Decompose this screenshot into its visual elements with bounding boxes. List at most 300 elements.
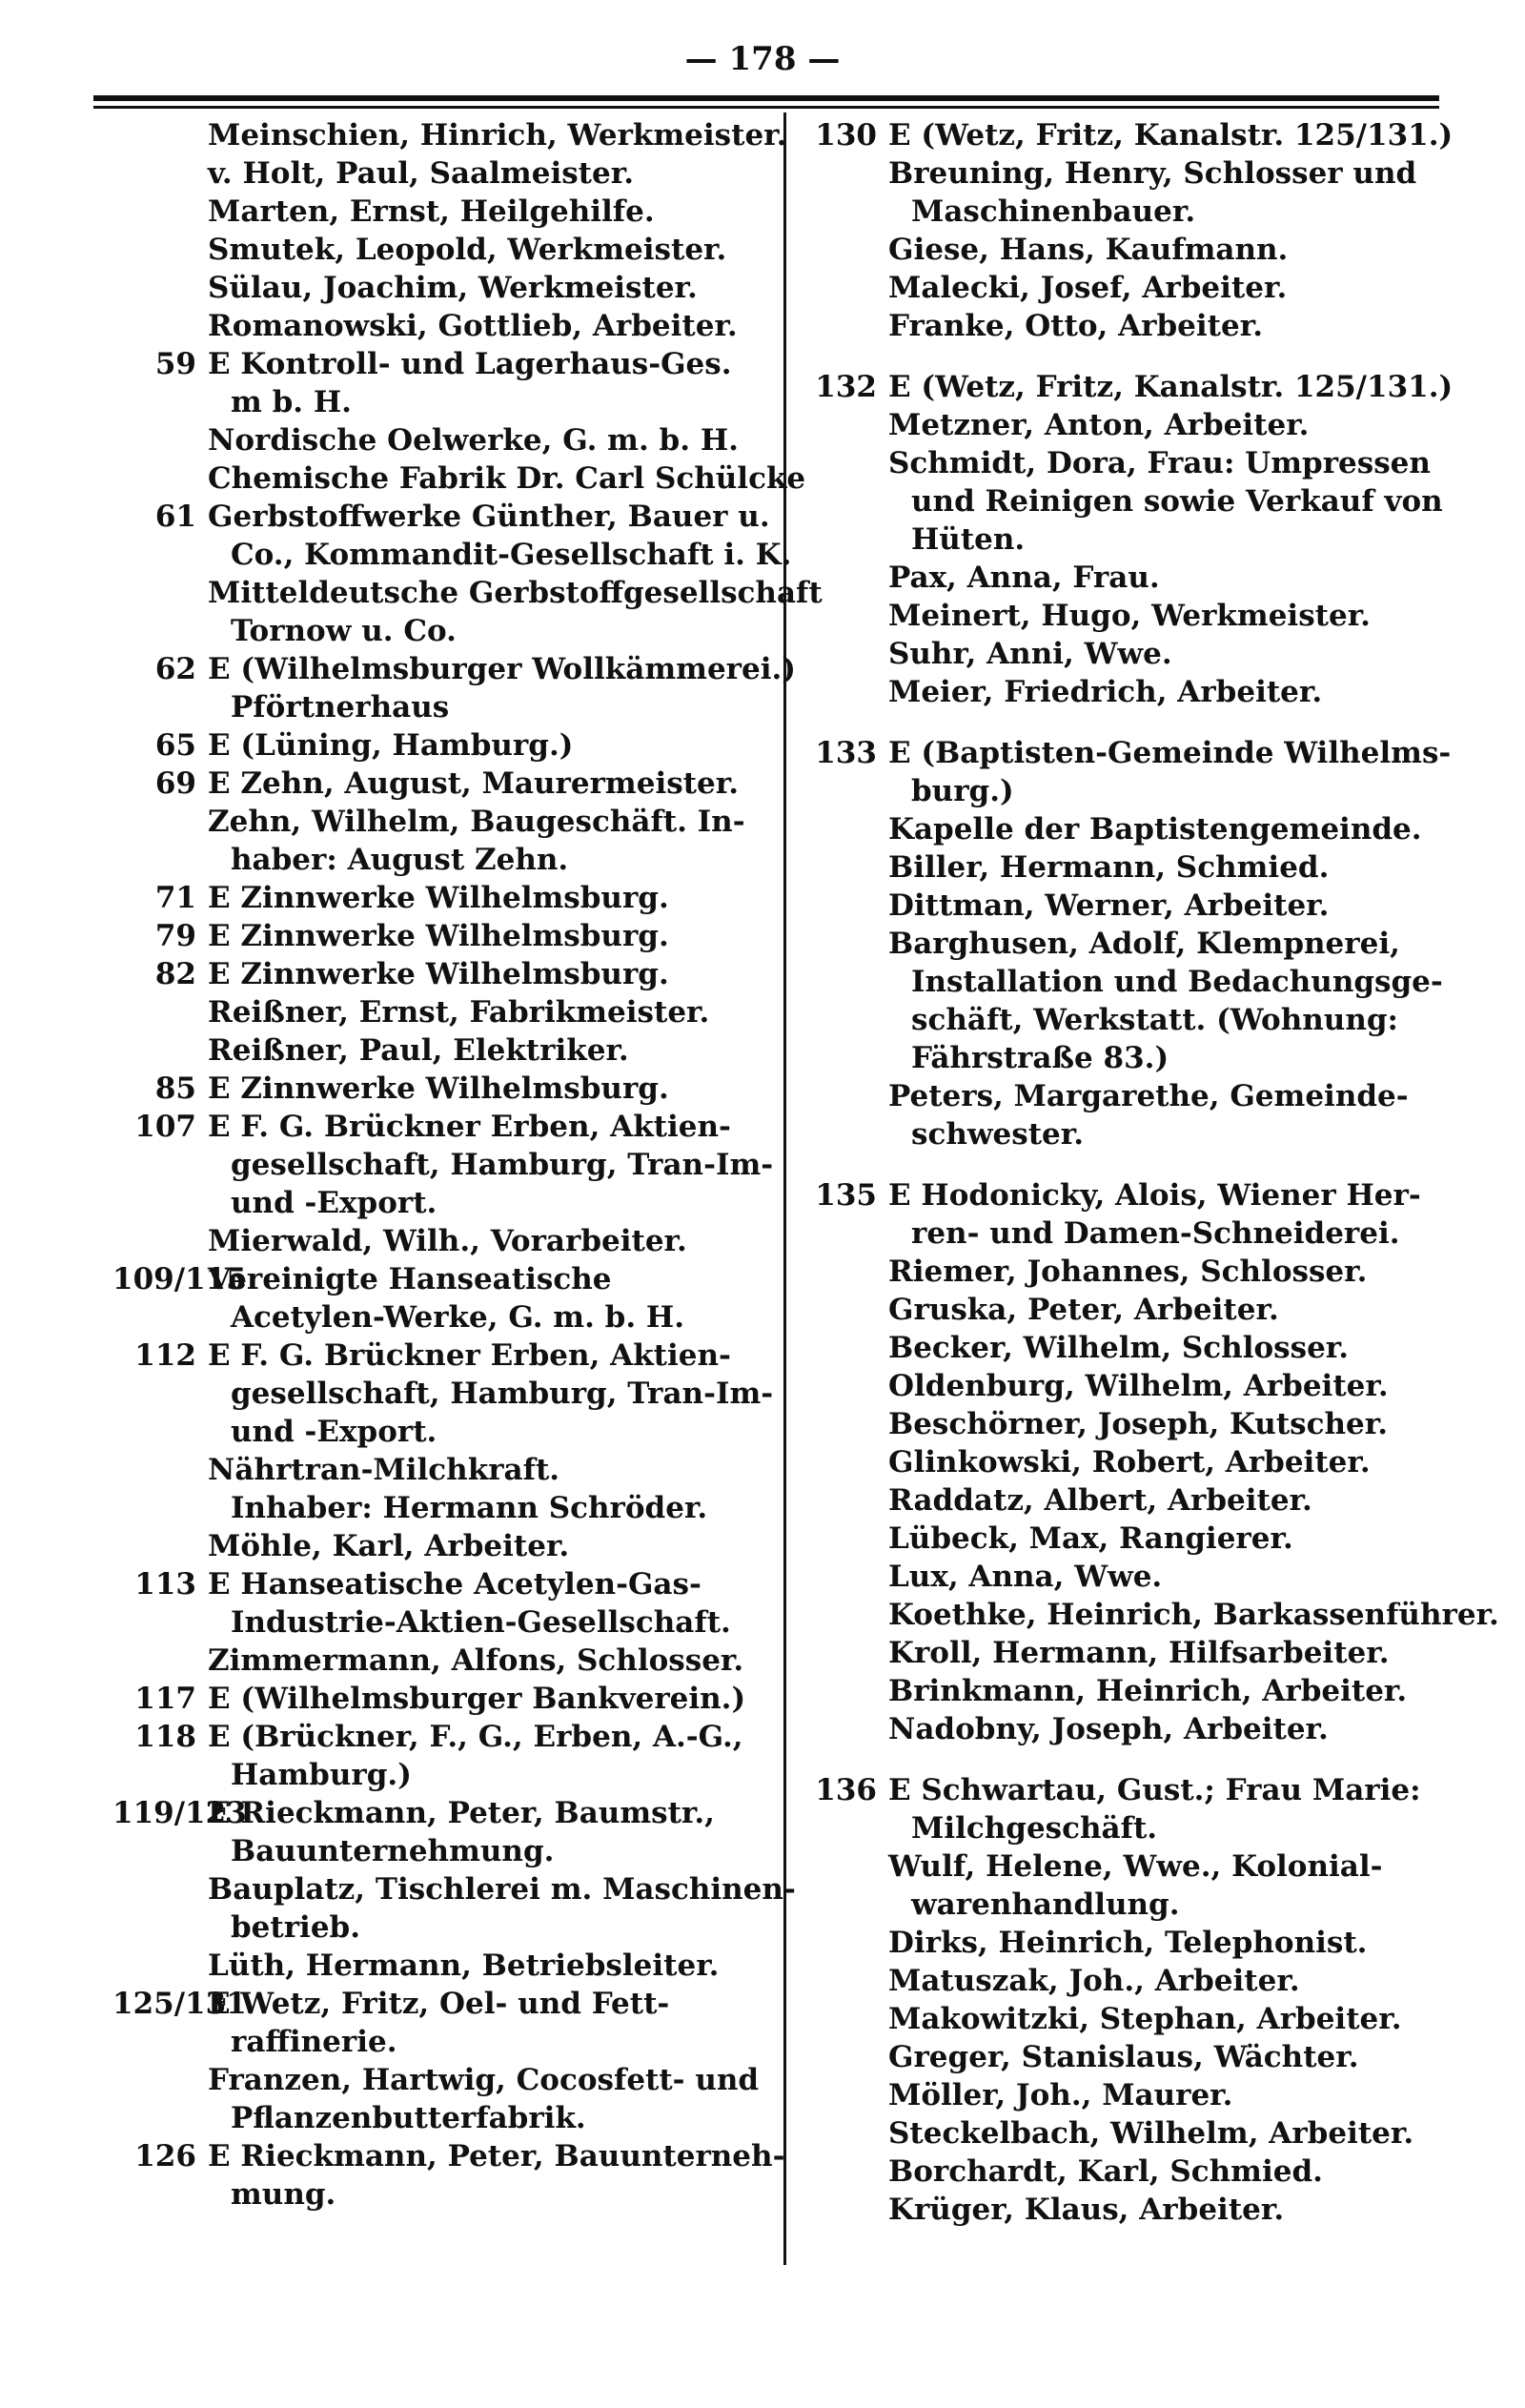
entry-text: E (Lüning, Hamburg.) bbox=[208, 728, 574, 763]
directory-entry bbox=[793, 734, 1498, 772]
directory-entry bbox=[112, 1527, 818, 1565]
directory-entry bbox=[793, 597, 1498, 635]
house-number bbox=[793, 307, 888, 345]
entry-text: E (Wilhelmsburger Wollkämmerei.) bbox=[208, 652, 796, 686]
directory-entry bbox=[112, 1222, 818, 1260]
entry-text: Industrie-Aktien-Gesellschaft. bbox=[231, 1605, 731, 1640]
directory-entry bbox=[112, 383, 818, 421]
entry-text: Oldenburg, Wilhelm, Arbeiter. bbox=[888, 1369, 1389, 1403]
house-number bbox=[793, 1115, 888, 1153]
directory-entry bbox=[112, 2099, 818, 2137]
house-number bbox=[112, 1184, 208, 1222]
house-number bbox=[793, 1520, 888, 1558]
entry-text: Lüth, Hermann, Betriebsleiter. bbox=[208, 1949, 720, 1983]
directory-entry bbox=[112, 2023, 818, 2061]
house-number bbox=[793, 772, 888, 810]
entry-text: Co., Kommandit-Gesellschaft i. K. bbox=[231, 538, 792, 572]
entry-text: Smutek, Leopold, Werkmeister. bbox=[208, 233, 727, 267]
house-number bbox=[112, 2023, 208, 2061]
entry-text: Dirks, Heinrich, Telephonist. bbox=[888, 1926, 1368, 1960]
house-number bbox=[793, 1962, 888, 2000]
entry-text: Greger, Stanislaus, Wächter. bbox=[888, 2040, 1359, 2074]
house-number: 136 bbox=[815, 1773, 877, 1807]
entry-text: ren- und Damen-Schneiderei. bbox=[911, 1216, 1400, 1251]
entry-text: E (Wetz, Fritz, Kanalstr. 125/131.) bbox=[888, 370, 1454, 404]
directory-entry bbox=[112, 1985, 818, 2023]
house-number bbox=[112, 803, 208, 841]
entry-text: Suhr, Anni, Wwe. bbox=[888, 637, 1172, 671]
directory-entry bbox=[793, 2153, 1498, 2191]
entry-text: mung. bbox=[231, 2177, 336, 2212]
directory-entry bbox=[112, 650, 818, 688]
house-number bbox=[793, 925, 888, 963]
directory-entry bbox=[793, 2191, 1498, 2229]
house-number: 109/115 bbox=[112, 1262, 247, 1296]
directory-entry bbox=[112, 879, 818, 917]
directory-entry bbox=[112, 803, 818, 841]
entry-text: Tornow u. Co. bbox=[231, 614, 457, 648]
directory-entry bbox=[793, 269, 1498, 307]
directory-entry bbox=[793, 307, 1498, 345]
directory-entry bbox=[112, 1184, 818, 1222]
directory-entry bbox=[112, 1337, 818, 1375]
entry-text: Steckelbach, Wilhelm, Arbeiter. bbox=[888, 2116, 1414, 2151]
directory-entry bbox=[112, 1146, 818, 1184]
entry-text: Vereinigte Hanseatische bbox=[208, 1262, 612, 1296]
house-number bbox=[793, 1367, 888, 1405]
entry-text: Krüger, Klaus, Arbeiter. bbox=[888, 2193, 1285, 2227]
directory-entry bbox=[112, 116, 818, 154]
directory-entry bbox=[793, 810, 1498, 848]
entry-text: m b. H. bbox=[231, 385, 352, 419]
entry-text: gesellschaft, Hamburg, Tran-Im- bbox=[231, 1377, 774, 1411]
entry-text: Beschörner, Joseph, Kutscher. bbox=[888, 1407, 1389, 1441]
directory-entry bbox=[112, 231, 818, 269]
house-number bbox=[793, 1329, 888, 1367]
house-number bbox=[793, 1558, 888, 1596]
entry-text: Becker, Wilhelm, Schlosser. bbox=[888, 1331, 1350, 1365]
entry-text: Bauplatz, Tischlerei m. Maschinen- bbox=[208, 1872, 796, 1907]
house-number bbox=[112, 574, 208, 612]
entry-text: Metzner, Anton, Arbeiter. bbox=[888, 408, 1310, 442]
entry-text: E Zinnwerke Wilhelmsburg. bbox=[208, 1071, 669, 1106]
entry-text: Wulf, Helene, Wwe., Kolonial- bbox=[888, 1849, 1383, 1884]
house-number bbox=[793, 1481, 888, 1520]
directory-entry bbox=[793, 116, 1498, 154]
house-number bbox=[112, 1603, 208, 1642]
house-number bbox=[793, 1809, 888, 1847]
house-number: 107 bbox=[134, 1110, 196, 1144]
directory-entry bbox=[112, 154, 818, 193]
house-number bbox=[793, 1596, 888, 1634]
house-number: 113 bbox=[134, 1567, 196, 1602]
directory-entry bbox=[112, 1947, 818, 1985]
entry-text: Pax, Anna, Frau. bbox=[888, 561, 1160, 595]
directory-entry bbox=[793, 925, 1498, 963]
house-number bbox=[112, 1756, 208, 1794]
entry-text: Möhle, Karl, Arbeiter. bbox=[208, 1529, 570, 1563]
house-number bbox=[793, 963, 888, 1001]
house-number bbox=[793, 597, 888, 635]
house-number bbox=[112, 841, 208, 879]
directory-entry bbox=[112, 269, 818, 307]
entry-text: Schmidt, Dora, Frau: Umpressen bbox=[888, 446, 1431, 480]
entry-text: E Zinnwerke Wilhelmsburg. bbox=[208, 881, 669, 915]
directory-entry bbox=[112, 841, 818, 879]
directory-entry bbox=[112, 1565, 818, 1603]
house-number: 126 bbox=[134, 2139, 196, 2173]
entry-text: E (Baptisten-Gemeinde Wilhelms- bbox=[888, 736, 1452, 770]
directory-entry bbox=[112, 993, 818, 1031]
house-number bbox=[793, 2114, 888, 2153]
house-number bbox=[112, 383, 208, 421]
directory-entry bbox=[793, 559, 1498, 597]
entry-text: E Kontroll- und Lagerhaus-Ges. bbox=[208, 347, 732, 381]
house-number: 125/131 bbox=[112, 1987, 247, 2021]
directory-entry bbox=[793, 772, 1498, 810]
directory-entry bbox=[112, 1718, 818, 1756]
directory-entry bbox=[112, 1260, 818, 1298]
house-number bbox=[793, 1405, 888, 1443]
house-number: 79 bbox=[154, 919, 196, 953]
house-number bbox=[793, 1291, 888, 1329]
directory-entry bbox=[793, 1253, 1498, 1291]
directory-entry bbox=[793, 1115, 1498, 1153]
house-number bbox=[793, 1443, 888, 1481]
entry-text: schäft, Werkstatt. (Wohnung: bbox=[911, 1003, 1399, 1037]
directory-entry bbox=[793, 848, 1498, 887]
entry-text: E Zehn, August, Maurermeister. bbox=[208, 766, 740, 801]
house-number bbox=[793, 2076, 888, 2114]
entry-text: Makowitzki, Stephan, Arbeiter. bbox=[888, 2002, 1402, 2036]
entry-text: Matuszak, Joh., Arbeiter. bbox=[888, 1964, 1300, 1998]
entry-text: haber: August Zehn. bbox=[231, 843, 569, 877]
house-number bbox=[793, 406, 888, 444]
right-column bbox=[793, 116, 1498, 2229]
directory-entry bbox=[112, 1451, 818, 1489]
house-number bbox=[793, 559, 888, 597]
directory-entry bbox=[112, 345, 818, 383]
entry-text: Möller, Joh., Maurer. bbox=[888, 2078, 1233, 2112]
directory-entry bbox=[793, 1672, 1498, 1710]
directory-entry bbox=[793, 963, 1498, 1001]
entry-text: raffinerie. bbox=[231, 2025, 397, 2059]
directory-entry bbox=[793, 1176, 1498, 1214]
house-number bbox=[112, 1947, 208, 1985]
entry-text: Pförtnerhaus bbox=[231, 690, 450, 724]
directory-entry bbox=[112, 459, 818, 498]
entry-text: Brinkmann, Heinrich, Arbeiter. bbox=[888, 1674, 1408, 1708]
directory-entry bbox=[793, 1481, 1498, 1520]
house-number bbox=[112, 2175, 208, 2214]
entry-text: Nährtran-Milchkraft. bbox=[208, 1453, 560, 1487]
house-number: 135 bbox=[815, 1178, 877, 1213]
directory-entry bbox=[793, 1809, 1498, 1847]
house-number bbox=[112, 459, 208, 498]
house-number bbox=[112, 193, 208, 231]
house-number bbox=[112, 1642, 208, 1680]
directory-entry bbox=[112, 1489, 818, 1527]
directory-entry bbox=[112, 1832, 818, 1870]
entry-text: Meinschien, Hinrich, Werkmeister. bbox=[208, 118, 787, 153]
entry-text: Giese, Hans, Kaufmann. bbox=[888, 233, 1289, 267]
entry-text: Hüten. bbox=[911, 522, 1026, 557]
house-number bbox=[112, 1832, 208, 1870]
house-number bbox=[112, 993, 208, 1031]
entry-text: Bauunternehmung. bbox=[231, 1834, 555, 1868]
directory-entry bbox=[793, 368, 1498, 406]
entry-text: Reißner, Ernst, Fabrikmeister. bbox=[208, 995, 710, 1030]
house-number bbox=[793, 810, 888, 848]
directory-entry bbox=[112, 1031, 818, 1070]
house-number bbox=[112, 1870, 208, 1908]
entry-text: Koethke, Heinrich, Barkassenführer. bbox=[888, 1598, 1499, 1632]
directory-entry bbox=[793, 1520, 1498, 1558]
house-number bbox=[112, 1451, 208, 1489]
entry-text: Kroll, Hermann, Hilfsarbeiter. bbox=[888, 1636, 1390, 1670]
entry-text: E (Brückner, F., G., Erben, A.-G., bbox=[208, 1720, 743, 1754]
directory-entry bbox=[793, 1077, 1498, 1115]
entry-text: E Zinnwerke Wilhelmsburg. bbox=[208, 957, 669, 991]
house-number bbox=[112, 1413, 208, 1451]
header-rule-thick bbox=[93, 95, 1439, 101]
entry-text: Fährstraße 83.) bbox=[911, 1041, 1169, 1075]
directory-entry bbox=[112, 1298, 818, 1337]
directory-entry bbox=[112, 421, 818, 459]
entry-text: Dittman, Werner, Arbeiter. bbox=[888, 888, 1330, 923]
directory-entry bbox=[793, 1710, 1498, 1748]
house-number bbox=[793, 2038, 888, 2076]
directory-entry bbox=[793, 1886, 1498, 1924]
house-number bbox=[793, 1847, 888, 1886]
house-number: 69 bbox=[154, 766, 196, 801]
entry-text: E Wetz, Fritz, Oel- und Fett- bbox=[208, 1987, 670, 2021]
house-number bbox=[793, 1924, 888, 1962]
house-number bbox=[112, 1222, 208, 1260]
directory-entry bbox=[793, 1962, 1498, 2000]
house-number bbox=[112, 269, 208, 307]
house-number bbox=[112, 688, 208, 726]
entry-text: Franke, Otto, Arbeiter. bbox=[888, 309, 1263, 343]
directory-entry bbox=[112, 1794, 818, 1832]
entry-text: und -Export. bbox=[231, 1186, 437, 1220]
entry-text: E F. G. Brückner Erben, Aktien- bbox=[208, 1338, 731, 1373]
entry-text: Zehn, Wilhelm, Baugeschäft. In- bbox=[208, 805, 745, 839]
entry-text: Lübeck, Max, Rangierer. bbox=[888, 1521, 1293, 1556]
house-number: 132 bbox=[815, 370, 877, 404]
house-number bbox=[112, 421, 208, 459]
house-number bbox=[793, 1253, 888, 1291]
directory-entry bbox=[112, 2137, 818, 2175]
directory-entry bbox=[112, 536, 818, 574]
house-number bbox=[112, 154, 208, 193]
directory-entry bbox=[112, 917, 818, 955]
house-number bbox=[793, 1039, 888, 1077]
house-number bbox=[112, 1489, 208, 1527]
house-number bbox=[112, 116, 208, 154]
directory-entry bbox=[793, 1847, 1498, 1886]
house-number bbox=[793, 2191, 888, 2229]
directory-entry bbox=[793, 2114, 1498, 2153]
entry-text: Meier, Friedrich, Arbeiter. bbox=[888, 675, 1323, 709]
directory-entry bbox=[112, 688, 818, 726]
entry-text: E F. G. Brückner Erben, Aktien- bbox=[208, 1110, 731, 1144]
directory-entry bbox=[112, 1070, 818, 1108]
entry-text: E Hanseatische Acetylen-Gas- bbox=[208, 1567, 702, 1602]
entry-text: burg.) bbox=[911, 774, 1014, 808]
directory-entry bbox=[793, 193, 1498, 231]
house-number bbox=[793, 444, 888, 482]
house-number: 82 bbox=[154, 957, 196, 991]
directory-entry bbox=[112, 1870, 818, 1908]
house-number bbox=[112, 1908, 208, 1947]
house-number bbox=[112, 231, 208, 269]
directory-entry bbox=[112, 193, 818, 231]
entry-text: Maschinenbauer. bbox=[911, 194, 1196, 229]
entry-text: Biller, Hermann, Schmied. bbox=[888, 850, 1330, 885]
entry-text: Gerbstoffwerke Günther, Bauer u. bbox=[208, 500, 770, 534]
entry-text: Borchardt, Karl, Schmied. bbox=[888, 2154, 1323, 2189]
entry-text: E Schwartau, Gust.; Frau Marie: bbox=[888, 1773, 1421, 1807]
house-number bbox=[793, 520, 888, 559]
directory-entry bbox=[112, 1108, 818, 1146]
directory-entry bbox=[793, 1634, 1498, 1672]
directory-entry bbox=[793, 1405, 1498, 1443]
house-number bbox=[112, 307, 208, 345]
entry-text: Sülau, Joachim, Werkmeister. bbox=[208, 271, 698, 305]
house-number: 133 bbox=[815, 736, 877, 770]
header-rule-thin bbox=[93, 106, 1439, 109]
entry-text: Peters, Margarethe, Gemeinde- bbox=[888, 1079, 1409, 1113]
entry-text: Meinert, Hugo, Werkmeister. bbox=[888, 599, 1371, 633]
house-number bbox=[793, 1077, 888, 1115]
directory-entry bbox=[112, 498, 818, 536]
directory-entry bbox=[793, 673, 1498, 711]
house-number bbox=[793, 1001, 888, 1039]
directory-entry bbox=[793, 2038, 1498, 2076]
house-number bbox=[793, 269, 888, 307]
entry-text: und Reinigen sowie Verkauf von bbox=[911, 484, 1443, 519]
house-number: 112 bbox=[134, 1338, 196, 1373]
house-number bbox=[793, 848, 888, 887]
entry-text: Milchgeschäft. bbox=[911, 1811, 1158, 1846]
entry-text: E Hodonicky, Alois, Wiener Her- bbox=[888, 1178, 1421, 1213]
directory-entry bbox=[793, 482, 1498, 520]
house-number bbox=[112, 1375, 208, 1413]
house-number: 118 bbox=[134, 1720, 196, 1754]
directory-entry bbox=[793, 1443, 1498, 1481]
directory-entry bbox=[112, 1680, 818, 1718]
house-number: 65 bbox=[154, 728, 196, 763]
entry-text: Nordische Oelwerke, G. m. b. H. bbox=[208, 423, 739, 458]
house-number bbox=[793, 1214, 888, 1253]
directory-entry bbox=[112, 612, 818, 650]
entry-text: Nadobny, Joseph, Arbeiter. bbox=[888, 1712, 1329, 1746]
house-number bbox=[112, 612, 208, 650]
directory-entry bbox=[112, 2061, 818, 2099]
directory-entry bbox=[793, 1596, 1498, 1634]
entry-text: Barghusen, Adolf, Klempnerei, bbox=[888, 927, 1400, 961]
house-number bbox=[112, 1298, 208, 1337]
directory-entry bbox=[793, 154, 1498, 193]
house-number: 85 bbox=[154, 1071, 196, 1106]
directory-entry bbox=[793, 2076, 1498, 2114]
house-number bbox=[793, 2000, 888, 2038]
directory-entry bbox=[793, 1214, 1498, 1253]
house-number bbox=[793, 1886, 888, 1924]
entry-text: betrieb. bbox=[231, 1910, 361, 1945]
entry-text: Pflanzenbutterfabrik. bbox=[231, 2101, 586, 2135]
entry-text: Riemer, Johannes, Schlosser. bbox=[888, 1255, 1368, 1289]
house-number bbox=[793, 1710, 888, 1748]
entry-text: Marten, Ernst, Heilgehilfe. bbox=[208, 194, 655, 229]
directory-entry bbox=[793, 1291, 1498, 1329]
page-number: — 178 — bbox=[684, 40, 841, 78]
directory-entry bbox=[793, 2000, 1498, 2038]
house-number bbox=[112, 2061, 208, 2099]
directory-entry bbox=[112, 765, 818, 803]
entry-text: Mierwald, Wilh., Vorarbeiter. bbox=[208, 1224, 687, 1258]
entry-text: Malecki, Josef, Arbeiter. bbox=[888, 271, 1288, 305]
directory-entry bbox=[112, 2175, 818, 2214]
entry-text: E Rieckmann, Peter, Baumstr., bbox=[208, 1796, 715, 1830]
house-number: 119/123 bbox=[112, 1796, 247, 1830]
entry-text: Inhaber: Hermann Schröder. bbox=[231, 1491, 708, 1525]
entry-text: Chemische Fabrik Dr. Carl Schülcke bbox=[208, 461, 806, 496]
directory-entry bbox=[112, 955, 818, 993]
directory-entry bbox=[112, 307, 818, 345]
entry-text: Kapelle der Baptistengemeinde. bbox=[888, 812, 1422, 847]
house-number bbox=[112, 1527, 208, 1565]
house-number: 61 bbox=[154, 500, 196, 534]
directory-entry bbox=[793, 635, 1498, 673]
house-number bbox=[112, 2099, 208, 2137]
entry-text: Raddatz, Albert, Arbeiter. bbox=[888, 1483, 1312, 1518]
entry-text: v. Holt, Paul, Saalmeister. bbox=[208, 156, 635, 191]
house-number bbox=[793, 1672, 888, 1710]
entry-text: Breuning, Henry, Schlosser und bbox=[888, 156, 1417, 191]
directory-entry bbox=[793, 444, 1498, 482]
house-number bbox=[793, 887, 888, 925]
directory-entry bbox=[793, 406, 1498, 444]
directory-entry bbox=[112, 1413, 818, 1451]
directory-entry bbox=[112, 726, 818, 765]
directory-entry bbox=[112, 1908, 818, 1947]
directory-entry bbox=[112, 574, 823, 612]
directory-entry bbox=[793, 1329, 1498, 1367]
house-number: 62 bbox=[154, 652, 196, 686]
entry-text: E Zinnwerke Wilhelmsburg. bbox=[208, 919, 669, 953]
entry-text: und -Export. bbox=[231, 1415, 437, 1449]
entry-text: Installation und Bedachungsge- bbox=[911, 965, 1443, 999]
house-number: 71 bbox=[154, 881, 196, 915]
house-number bbox=[112, 1146, 208, 1184]
directory-entry bbox=[793, 1924, 1498, 1962]
house-number bbox=[793, 635, 888, 673]
entry-text: Acetylen-Werke, G. m. b. H. bbox=[231, 1300, 685, 1335]
directory-entry bbox=[793, 520, 1498, 559]
house-number: 117 bbox=[134, 1682, 196, 1716]
house-number bbox=[793, 154, 888, 193]
entry-text: E Rieckmann, Peter, Bauunterneh- bbox=[208, 2139, 785, 2173]
house-number bbox=[793, 673, 888, 711]
left-column bbox=[112, 116, 823, 2214]
house-number bbox=[793, 1634, 888, 1672]
entry-text: Zimmermann, Alfons, Schlosser. bbox=[208, 1643, 744, 1678]
house-number bbox=[793, 231, 888, 269]
house-number bbox=[112, 536, 208, 574]
directory-entry bbox=[793, 1367, 1498, 1405]
